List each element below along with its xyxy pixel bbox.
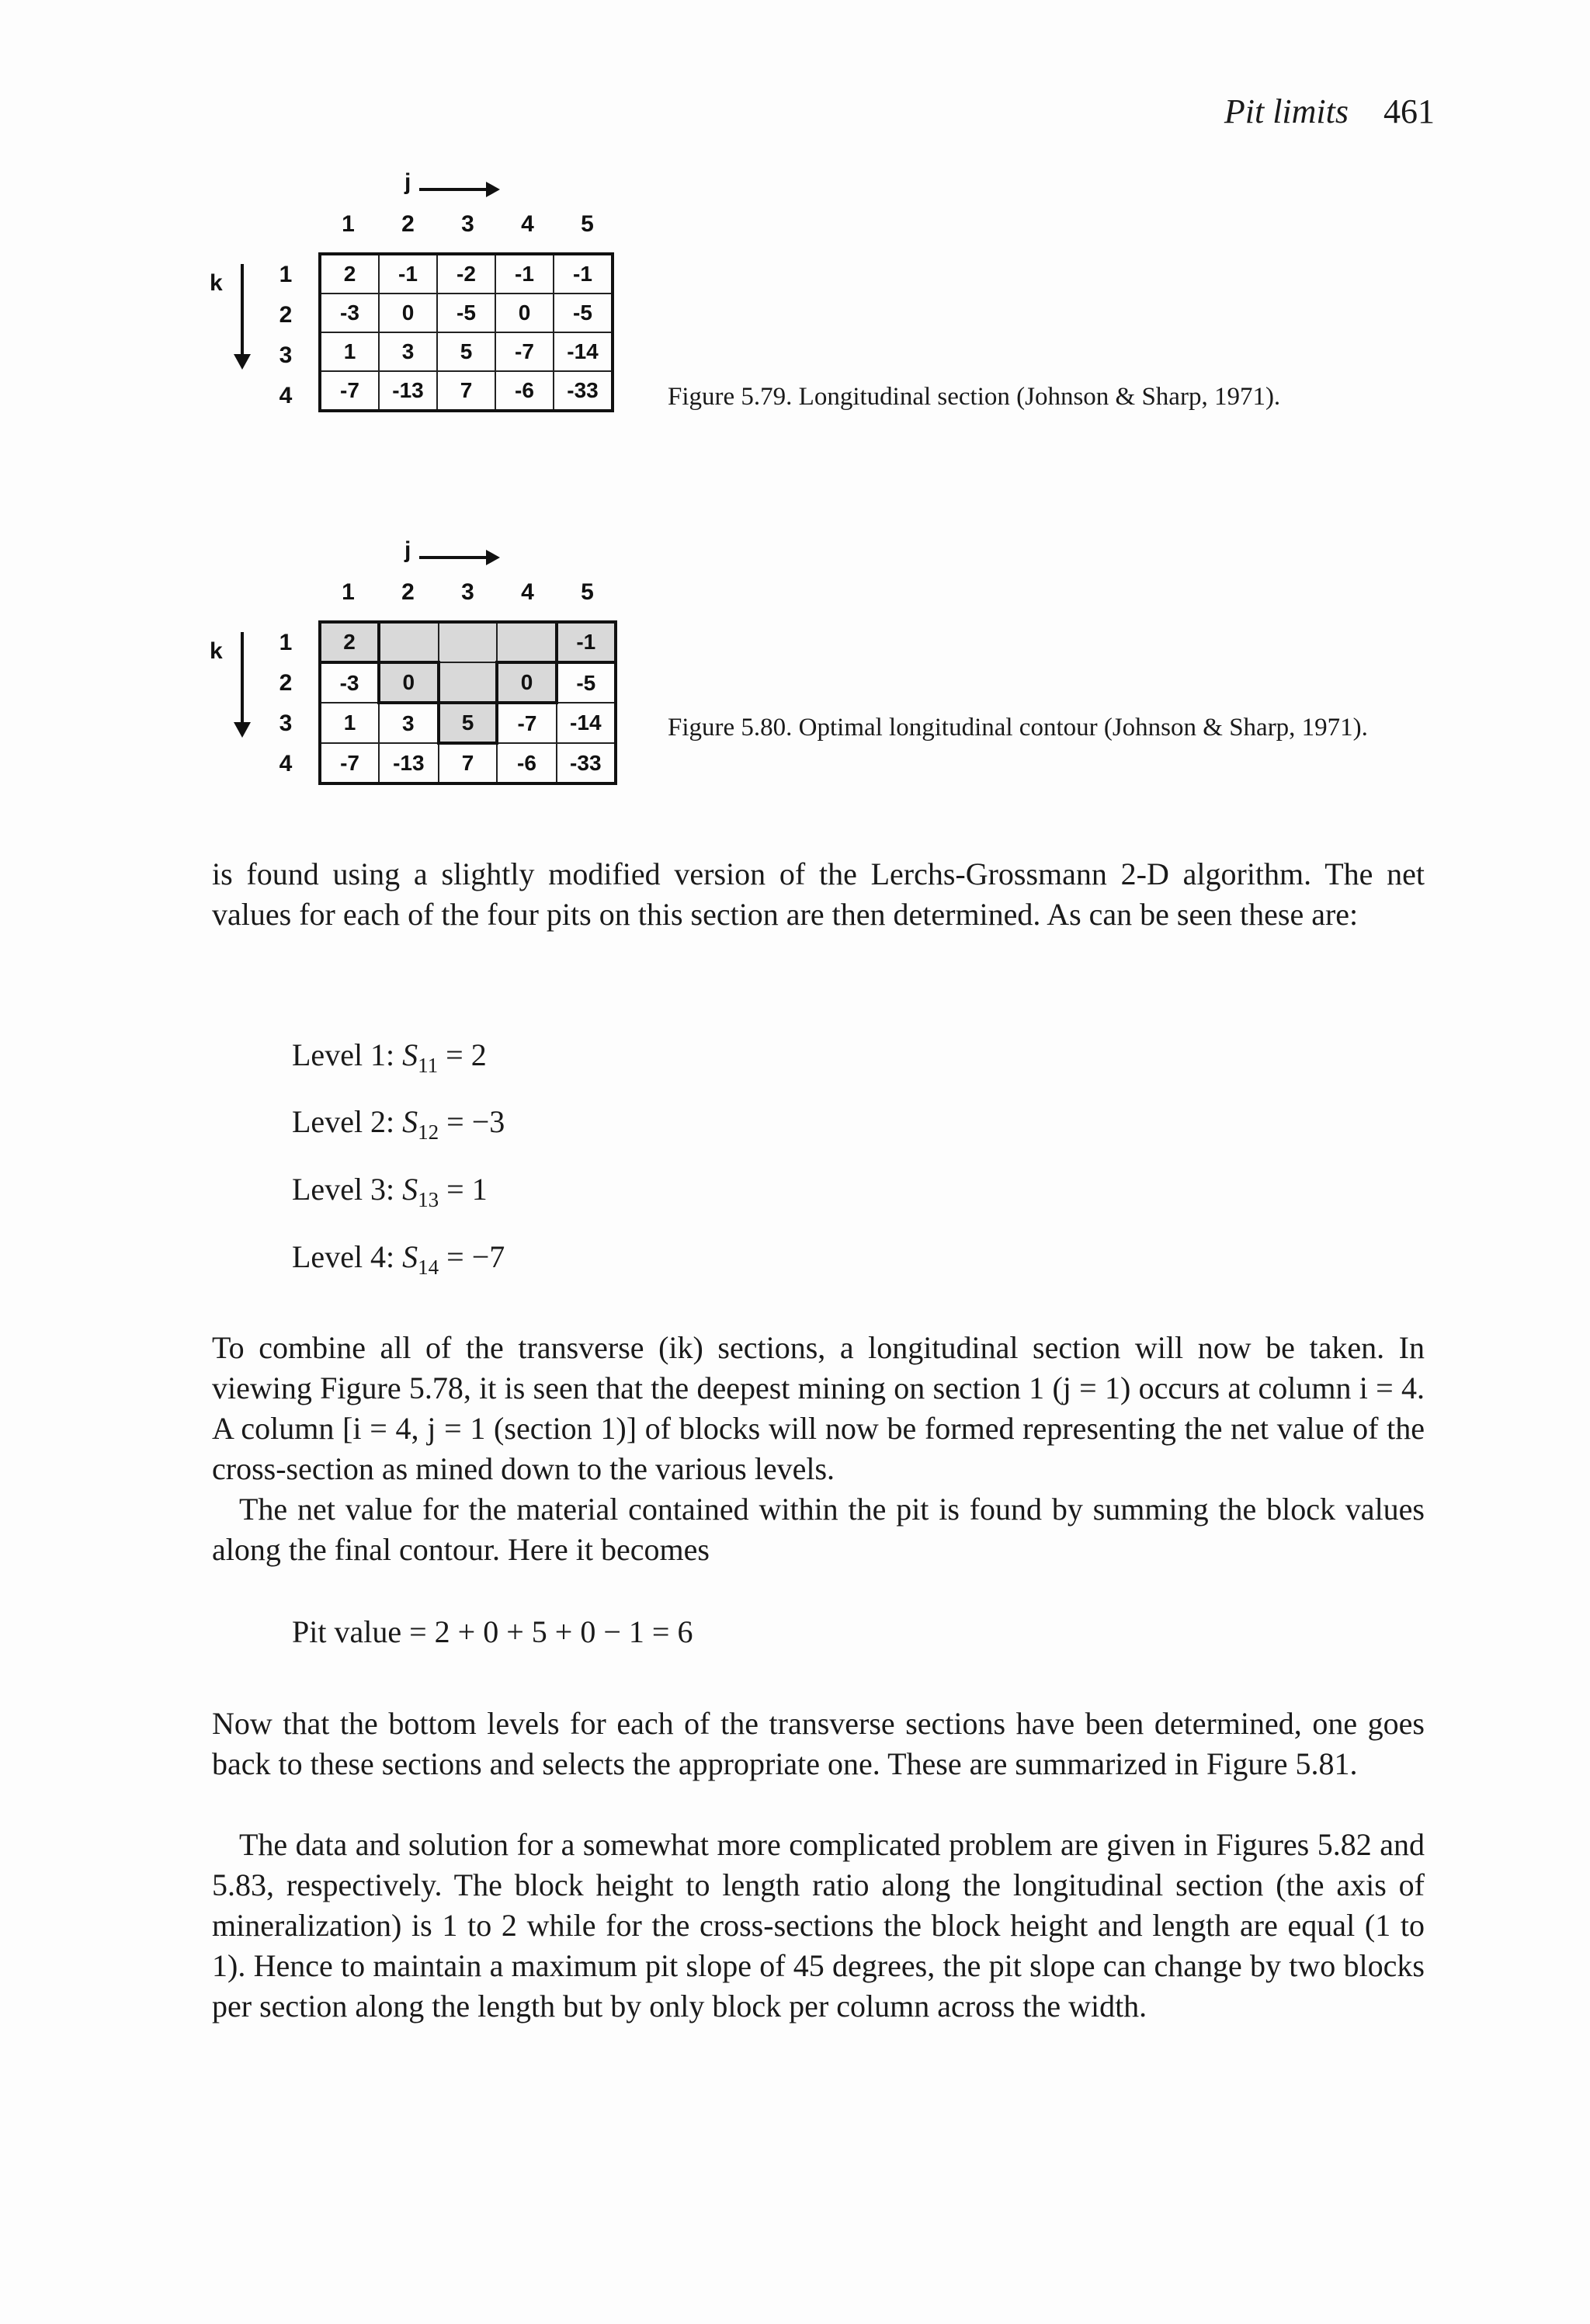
block-cell: 1	[320, 332, 379, 371]
row-number: 4	[279, 751, 293, 776]
block-grid-figure	[198, 537, 617, 794]
j-axis-label: j	[404, 169, 411, 195]
table-row	[320, 332, 613, 371]
block-cell: -7	[497, 703, 556, 743]
column-number: 3	[461, 211, 474, 237]
k-axis-label: k	[210, 270, 223, 296]
column-number: 1	[342, 211, 355, 237]
table-row	[320, 662, 616, 703]
level-value: = 1	[446, 1172, 488, 1207]
block-cell: -1	[379, 254, 437, 294]
column-number: 4	[521, 211, 534, 237]
block-cell: -33	[557, 743, 616, 783]
block-cell: -2	[437, 254, 495, 294]
level-label: Level 1:	[292, 1037, 395, 1072]
block-cell	[379, 622, 438, 662]
paragraph: Now that the bottom levels for each of the transverse sections have been determined, one goes back to these sections and selects the appropriate one. These are summarized in Figure 5.81.	[212, 1706, 1425, 1781]
running-head	[1224, 92, 1435, 131]
page-number: 461	[1383, 92, 1435, 130]
block-cell: -7	[495, 332, 554, 371]
pit-value-equation: Pit value = 2 + 0 + 5 + 0 − 1 = 6	[292, 1614, 693, 1649]
level-label: Level 2:	[292, 1104, 395, 1139]
block-cell: 3	[379, 332, 437, 371]
table-row	[320, 743, 616, 783]
row-number: 4	[279, 383, 293, 408]
paragraph: is found using a slightly modified version of the Lerchs-Grossmann 2-D algorithm. The net values for each of the four pits on this section are then determined. As can be seen these are:	[212, 856, 1425, 932]
block-cell: 1	[320, 703, 379, 743]
equation-level: Level 2: $S_{12} = -3$	[292, 1104, 505, 1144]
k-arrow-icon	[241, 264, 244, 357]
k-axis-label: k	[210, 638, 223, 664]
block-grid-figure	[198, 169, 617, 426]
block-cell: 5	[439, 703, 498, 743]
table-row	[320, 294, 613, 332]
block-cell: -7	[320, 743, 379, 783]
level-label: Level 3:	[292, 1172, 395, 1207]
figure-caption: Figure 5.80. Optimal longitudinal contour (Johnson & Sharp, 1971).	[668, 714, 1368, 742]
block-cell: 0	[495, 294, 554, 332]
block-cell: 0	[379, 294, 437, 332]
block-cell: -3	[320, 294, 379, 332]
block-cell: 5	[437, 332, 495, 371]
j-axis-label: j	[404, 537, 411, 563]
block-cell: -6	[497, 743, 556, 783]
column-number: 1	[342, 579, 355, 605]
j-arrow-icon	[419, 188, 489, 191]
block-cell: 7	[437, 371, 495, 411]
equation-level: Level 1: $S_{11} = 2$	[292, 1037, 487, 1077]
block-cell: -3	[320, 662, 379, 703]
block-cell: -5	[437, 294, 495, 332]
table-row	[320, 371, 613, 411]
subscript: 13	[418, 1188, 439, 1211]
block-cell: 2	[320, 254, 379, 294]
table-row	[320, 703, 616, 743]
block-cell	[497, 622, 556, 662]
block-table	[318, 620, 617, 785]
level-value: = −7	[446, 1239, 505, 1274]
column-number: 5	[581, 211, 594, 237]
block-cell: 3	[379, 703, 438, 743]
k-arrow-icon	[241, 632, 244, 725]
block-cell: -33	[554, 371, 613, 411]
equation-level: Level 4: $S_{14} = -7$	[292, 1239, 505, 1279]
paragraph: To combine all of the transverse (ik) sections, a longitudinal section will now be taken. In viewing Figure 5.78, it is seen that the deepest mining on section 1 (j = 1) occurs at column i = 4. A column [i = 4, j = 1 (section 1)] of blocks will now be formed representing the net value of the cross-section as mined down to the various levels.	[212, 1330, 1425, 1486]
block-cell	[439, 662, 498, 703]
column-number: 2	[401, 211, 415, 237]
block-cell: 0	[379, 662, 438, 703]
block-cell: 2	[320, 622, 379, 662]
subscript: 14	[418, 1256, 439, 1279]
row-number: 1	[279, 262, 293, 287]
block-cell: -1	[495, 254, 554, 294]
column-number: 2	[401, 579, 415, 605]
row-number: 3	[279, 342, 293, 368]
paragraph: The data and solution for a somewhat more complicated problem are given in Figures 5.82 and 5.83, respectively. The block height to length ratio along the longitudinal section (the axis of mineralization) is 1 to 2 while for the cross-sections the block height and length are equal (1 to 1). Hence to maintain a maximum pit slope of 45 degrees, the pit slope can change by two blocks per section along the length but by only block per column across the width.	[212, 1827, 1425, 2024]
row-number: 2	[279, 302, 293, 328]
block-table	[318, 252, 614, 412]
column-numbers	[318, 211, 617, 238]
block-cell: -6	[495, 371, 554, 411]
block-cell: -1	[557, 622, 616, 662]
j-arrow-icon	[419, 556, 489, 559]
paragraph: The net value for the material contained within the pit is found by summing the block values along the final contour. Here it becomes	[212, 1492, 1425, 1567]
block-cell: -5	[557, 662, 616, 703]
block-cell: 0	[497, 662, 556, 703]
table-row	[320, 254, 613, 294]
column-number: 4	[521, 579, 534, 605]
subscript: 11	[418, 1054, 439, 1077]
row-number: 1	[279, 630, 293, 655]
subscript: 12	[418, 1120, 439, 1144]
level-value: = −3	[446, 1104, 505, 1139]
block-cell: -5	[554, 294, 613, 332]
block-cell: -14	[557, 703, 616, 743]
running-title: Pit limits	[1224, 92, 1349, 130]
block-cell: -13	[379, 743, 438, 783]
block-cell: -14	[554, 332, 613, 371]
block-cell: -7	[320, 371, 379, 411]
row-numbers	[274, 623, 297, 784]
level-value: = 2	[446, 1037, 487, 1072]
column-number: 5	[581, 579, 594, 605]
column-number: 3	[461, 579, 474, 605]
row-number: 3	[279, 710, 293, 736]
figure-caption: Figure 5.79. Longitudinal section (Johnson & Sharp, 1971).	[668, 383, 1281, 411]
block-cell: -13	[379, 371, 437, 411]
block-cell	[439, 622, 498, 662]
column-numbers	[318, 579, 617, 606]
row-number: 2	[279, 670, 293, 696]
row-numbers	[274, 255, 297, 416]
equation-level: Level 3: $S_{13} = 1$	[292, 1172, 488, 1211]
table-row	[320, 622, 616, 662]
block-cell: -1	[554, 254, 613, 294]
block-cell: 7	[439, 743, 498, 783]
level-label: Level 4:	[292, 1239, 395, 1274]
